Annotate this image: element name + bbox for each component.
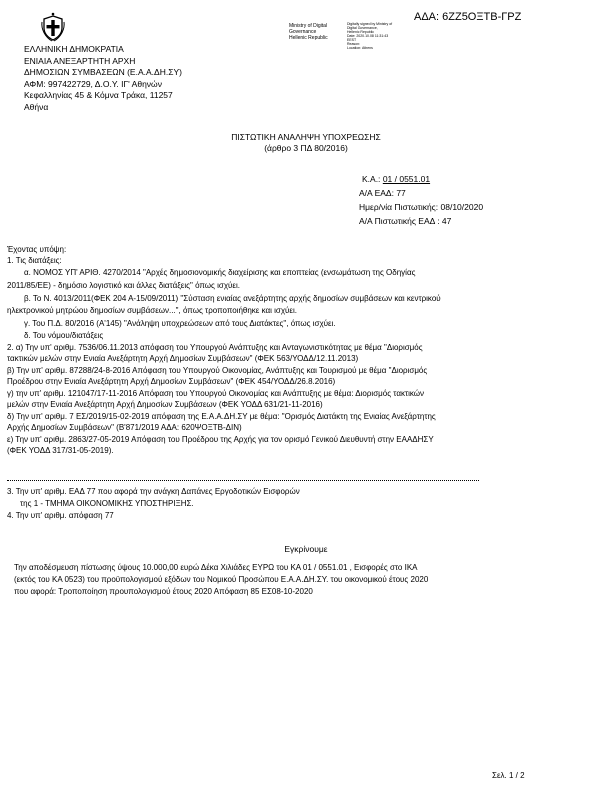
body-line: 2011/85/ΕΕ) - δημόσιο λογιστικό και άλλες διατάξεις" όπως ισχύει. <box>7 281 240 290</box>
body-line: γ) την υπ' αριθμ. 121047/17-11-2016 Απόφαση του Υπουργού Οικονομίας και Ανάπτυξης με θέμα: Διορισμός τακτικών <box>7 389 425 398</box>
header-line: ΔΗΜΟΣΙΩΝ ΣΥΜΒΑΣΕΩΝ (Ε.Α.Α.ΔΗ.ΣΥ) <box>24 67 182 77</box>
credit-date: Ημερ/νία Πιστωτικής: 08/10/2020 <box>359 202 484 212</box>
body-line: Έχοντας υπόψη: <box>7 245 67 254</box>
section-4-line: 4. Την υπ' αριθμ. απόφαση 77 <box>7 511 114 520</box>
body-line: (ΦΕΚ ΥΟΔΔ 317/31-05-2019). <box>7 446 114 455</box>
coat-of-arms-icon <box>40 12 66 44</box>
body-line: μελών στην Ενιαία Ανεξάρτητη Αρχή Δημοσίων Συμβάσεων (ΦΕΚ ΥΟΔΔ 631/21-11-2016) <box>7 400 323 409</box>
signature-line: Ministry of Digital <box>289 23 328 29</box>
approve-line: που αφορά: Τροποποίηση προυπολογισμού έτους 2020 Απόφαση 85 ΕΣ08-10-2020 <box>14 587 313 596</box>
signature-detail: Digitally signed by Ministry of <box>347 22 393 26</box>
ka-line <box>362 174 430 184</box>
signature-detail: Date: 2020.10.08 11:31:43 <box>347 34 389 38</box>
title-main: ΠΙΣΤΩΤΙΚΗ ΑΝΑΛΗΨΗ ΥΠΟΧΡΕΩΣΗΣ <box>231 132 381 142</box>
signature-detail: EEST <box>347 38 357 42</box>
header-line: ΕΛΛΗΝΙΚΗ ΔΗΜΟΚΡΑΤΙΑ <box>24 44 124 54</box>
signature-line: Governance <box>289 29 317 35</box>
body-line: ηλεκτρονικού μητρώου δημοσίων συμβάσεων...", όπως τροποποιήθηκε και ισχύει. <box>7 306 297 315</box>
body-line: 1. Τις διατάξεις: <box>7 256 62 265</box>
digital-signature-label <box>289 23 328 41</box>
digital-signature-details <box>347 22 392 50</box>
body-line: γ. Του Π.Δ. 80/2016 (Α'145) "Ανάληψη υποχρεώσεων από τους Διατάκτες", όπως ισχύει. <box>24 319 336 328</box>
page-number: Σελ. 1 / 2 <box>492 771 525 780</box>
header-line: Αθήνα <box>24 101 49 112</box>
body-line: Προέδρου στην Ενιαία Ανεξάρτητη Αρχή Δημοσίων Συμβάσεων" (ΦΕΚ 454/ΥΟΔΔ/26.8.2016) <box>7 377 336 386</box>
document-title <box>0 132 612 154</box>
signature-detail: Digital Governance, <box>347 26 378 30</box>
header-line: ΕΝΙΑΙΑ ΑΝΕΞΑΡΤΗΤΗ ΑΡΧΗ <box>24 55 136 66</box>
section-3-line: της 1 - ΤΜΗΜΑ ΟΙΚΟΝΟΜΙΚΗΣ ΥΠΟΣΤΗΡΙΞΗΣ. <box>20 499 194 508</box>
body-line: 2. α) Την υπ' αριθμ. 7536/06.11.2013 απόφαση του Υπουργού Ανάπτυξης και Ανταγωνιστικότητας με θέμα "Διορισμός <box>7 343 423 352</box>
signature-detail: Location: Athens <box>347 46 373 50</box>
approve-line: (εκτός του ΚΑ 0523) του προϋπολογισμού εξόδων του Νομικού Προσώπου Ε.Α.Α.ΔΗ.ΣΥ. του οικονομικού έτους 2020 <box>14 575 429 584</box>
body-line: Αρχής Δημοσίων Συμβάσεων" (Β'871/2019 ΑΔΑ: 620ΨΟΞΤΒ-ΔΙΝ) <box>7 423 242 432</box>
approve-line: Την αποδέσμευση πίστωσης ύψους 10.000,00 ευρώ Δέκα Χιλιάδες ΕΥΡΩ του ΚΑ 01 / 0551.01 , Εισφορές στο ΙΚΑ <box>14 563 418 572</box>
signature-line: Hellenic Republic <box>289 35 328 41</box>
title-sub: (άρθρο 3 ΠΔ 80/2016) <box>264 143 348 153</box>
body-line: δ. Του νόμου/διατάξεις <box>24 331 104 340</box>
ka-value: 01 / 0551.01 <box>382 174 431 184</box>
dotted-divider <box>7 480 479 481</box>
body-line: β) Την υπ' αριθμ. 87288/24-8-2016 Απόφαση του Υπουργού Οικονομίας, Ανάπτυξης και Τουρισμού με θέμα "Διορισμός <box>7 366 428 375</box>
signature-detail: Reason: <box>347 42 361 46</box>
ada-number: ΑΔΑ: 6ΖΖ5ΟΞΤΒ-ΓΡΖ <box>414 11 522 23</box>
issuer-header <box>24 44 182 113</box>
aa-credit: Α/Α Πιστωτικής ΕΑΔ : 47 <box>359 216 452 226</box>
ka-label: Κ.Α.: <box>362 174 381 184</box>
aa-ead: Α/Α ΕΑΔ: 77 <box>359 188 406 198</box>
section-3-line: 3. Την υπ' αριθμ. ΕΑΔ 77 που αφορά την ανάγκη Δαπάνες Εργοδοτικών Εισφορών <box>7 487 300 496</box>
body-line: β. Το Ν. 4013/2011(ΦΕΚ 204 Α-15/09/2011) "Σύσταση ενιαίας ανεξάρτητης αρχής δημοσίων συμβάσεων και κεντρικού <box>24 294 441 303</box>
body-line: ε) Την υπ' αριθμ. 2863/27-05-2019 Απόφαση του Προέδρου της Αρχής για τον ορισμό Γενικού Διευθυντή στην ΕΑΑΔΗΣΥ <box>7 435 434 444</box>
body-line: τακτικών μελών στην Ενιαία Ανεξάρτητη Αρχή Δημοσίων Συμβάσεων" (ΦΕΚ 563/ΥΟΔΔ/12.11.2013) <box>7 354 359 363</box>
header-line: Κεφαλληνίας 45 & Κόμνα Τράκα, 11257 <box>24 90 173 100</box>
body-line: α. ΝΟΜΟΣ ΥΠ' ΑΡΙΘ. 4270/2014 "Αρχές δημοσιονομικής διαχείρισης και εποπτείας (ενσωμάτωση της Οδηγίας <box>24 268 416 277</box>
approve-heading: Εγκρίνουμε <box>284 544 328 554</box>
header-line: ΑΦΜ: 997422729, Δ.Ο.Υ. ΙΓ' Αθηνών <box>24 78 162 89</box>
body-line: δ) Την υπ' αριθμ. 7 ΕΣ/2019/15-02-2019 απόφαση της Ε.Α.Α.ΔΗ.ΣΥ με θέμα: "Ορισμός Διατάκτη της Ενιαίας Ανεξάρτητης <box>7 412 436 421</box>
signature-detail: Hellenic Republic <box>347 30 375 34</box>
